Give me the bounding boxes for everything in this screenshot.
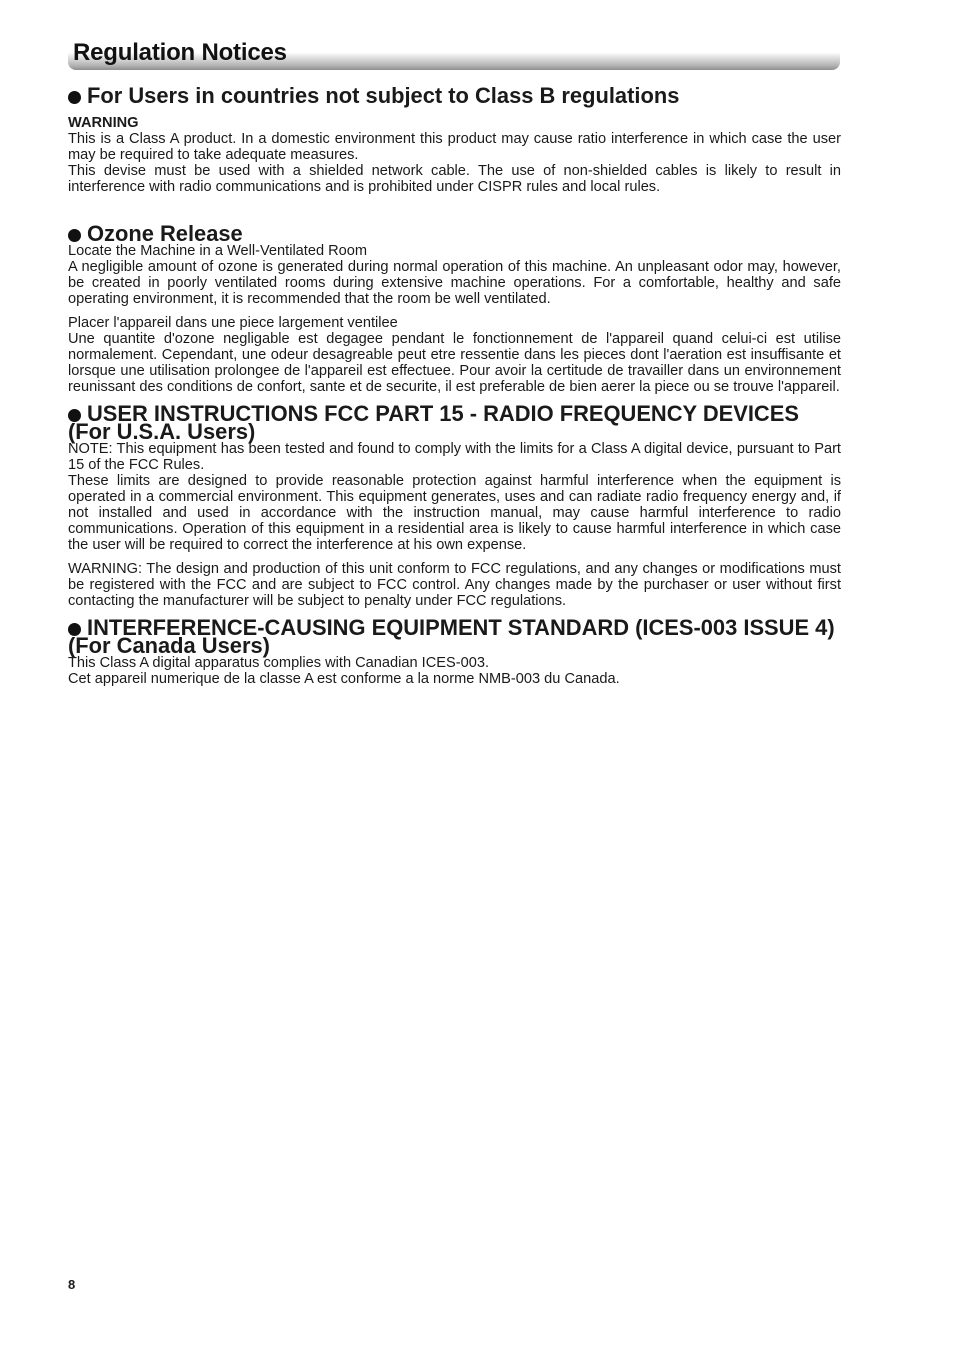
paragraph: This Class A digital apparatus complies with Canadian ICES-003. [68, 655, 490, 671]
document-body [68, 83, 841, 687]
bullet-icon [68, 91, 81, 104]
paragraph: Une quantite d'ozone negligable est degagee pendant le fonctionnement de l'appareil quand celui-ci est utilise normalement. Cependant, une odeur desagreable peut etre ressentie dans les pieces dont l'aeration est insuffisante et lorsque une utilisation prolongee de l'appareil est effectuee. Pour avoir la certitude de travailler dans un environnement reunissant des conditions de confort, sante et de securite, il est preferable de bien aerer la piece ou se trouve l'appareil. [68, 331, 841, 395]
paragraph: These limits are designed to provide reasonable protection against harmful interference when the equipment is operated in a commercial environment. This equipment generates, uses and can radiate radio frequency energy and, if not installed and used in accordance with the instruction manual, may cause harmful interference to radio communications. Operation of this equipment in a residential area is likely to cause harmful interference in which case the user will be required to correct the interference at his own expense. [68, 473, 841, 553]
paragraph: A negligible amount of ozone is generated during normal operation of this machine. An unpleasant odor may, however, be created in poorly ventilated rooms during extensive machine operations. For a comfortable, healthy and safe operating environment, it is recommended that the room be well ventilated. [68, 259, 841, 307]
bullet-icon [68, 229, 81, 242]
section-heading: USER INSTRUCTIONS FCC PART 15 - RADIO FREQUENCY DEVICES (For U.S.A. Users) [68, 401, 799, 444]
warning-label: WARNING [68, 115, 139, 131]
section-heading: Ozone Release [68, 225, 841, 243]
page-number: 8 [68, 1277, 76, 1292]
section-heading: For Users in countries not subject to Class B regulations [68, 87, 841, 105]
paragraph: NOTE: This equipment has been tested and found to comply with the limits for a Class A digital device, pursuant to Part 15 of the FCC Rules. [68, 441, 841, 473]
paragraph: This devise must be used with a shielded network cable. The use of non-shielded cables is likely to result in interference with radio communications and is prohibited under CISPR rules and local rules. [68, 163, 841, 195]
section-ozone [68, 221, 841, 395]
section-class-b [68, 83, 841, 195]
paragraph: This is a Class A product. In a domestic environment this product may cause ratio interference in which case the user may be required to take adequate measures. [68, 131, 841, 163]
page-title: Regulation Notices [73, 39, 287, 66]
section-heading: INTERFERENCE-CAUSING EQUIPMENT STANDARD (ICES-003 ISSUE 4) (For Canada Users) [68, 615, 835, 658]
paragraph: Locate the Machine in a Well-Ventilated Room [68, 243, 368, 259]
title-bar [68, 38, 840, 70]
section-fcc [68, 401, 841, 609]
paragraph: Cet appareil numerique de la classe A est conforme a la norme NMB-003 du Canada. [68, 671, 620, 687]
paragraph: Placer l'appareil dans une piece largement ventilee [68, 315, 398, 331]
paragraph: WARNING: The design and production of this unit conform to FCC regulations, and any changes or modifications must be registered with the FCC and are subject to FCC control. Any changes made by the purchaser or user without first contacting the manufacturer will be subject to penalty under FCC regulations. [68, 561, 841, 609]
section-ices [68, 615, 841, 687]
